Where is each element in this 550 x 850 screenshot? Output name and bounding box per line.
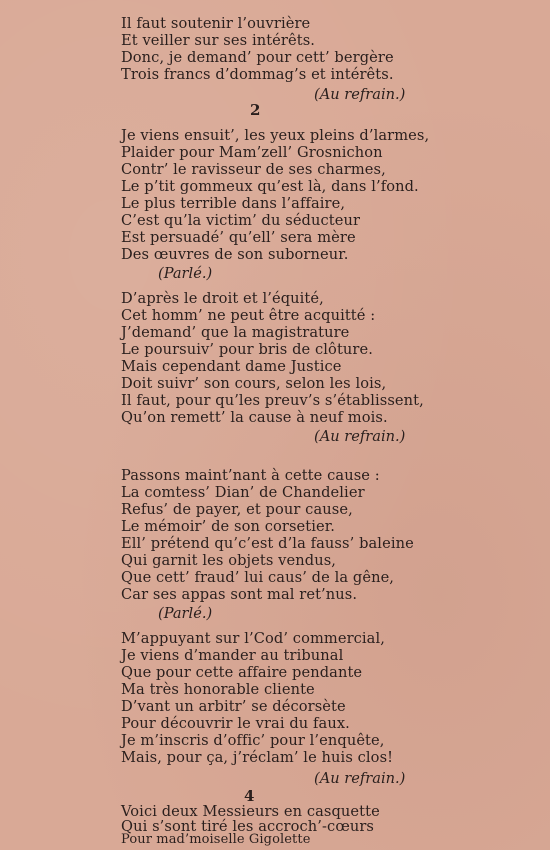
verse-line: Voici deux Messieurs en casquette: [121, 803, 380, 820]
verse-line: Le mémoir’ de son corsetier.: [121, 518, 335, 535]
verse-line: Qui s’sont tiré les accroch’-cœurs: [121, 818, 375, 835]
verse-line: Donc, je demand’ pour cett’ bergère: [121, 49, 394, 66]
verse-line: C’est qu’la victim’ du séducteur: [121, 212, 361, 229]
spoken-line: Pour découvrir le vrai du faux.: [121, 715, 350, 732]
spoken-line: M’appuyant sur l’Cod’ commercial,: [121, 630, 385, 647]
verse-line: Contr’ le ravisseur de ses charmes,: [121, 161, 386, 178]
verse-line: Car ses appas sont mal ret’nus.: [121, 586, 358, 603]
verse-line: Est persuadé’ qu’ell’ sera mère: [121, 229, 356, 246]
verse-line: Ell’ prétend qu’c’est d’la fauss’ baleine: [121, 535, 414, 552]
spoken-line: Mais, pour ça, j’réclam’ le huis clos!: [121, 749, 394, 766]
verse-line: Trois francs d’dommag’s et intérêts.: [121, 66, 394, 83]
stanza-number: 4: [244, 787, 255, 805]
verse-line: Que cett’ fraud’ lui caus’ de la gêne,: [121, 569, 395, 586]
verse-line: Pour mad’moiselle Gigolette: [121, 832, 311, 847]
refrain-marker: (Au refrain.): [314, 86, 406, 103]
verse-line: Des œuvres de son suborneur.: [121, 246, 349, 263]
verse-line: Passons maint’nant à cette cause :: [121, 467, 380, 484]
stanza-number: 2: [250, 101, 261, 119]
spoken-line: Que pour cette affaire pendante: [121, 664, 363, 681]
spoken-line: D’après le droit et l’équité,: [121, 290, 324, 307]
spoken-line: Ma très honorable cliente: [121, 681, 315, 698]
verse-line: Plaider pour Mam’zell’ Grosnichon: [121, 144, 383, 161]
verse-line: Le plus terrible dans l’affaire,: [121, 195, 346, 212]
verse-line: Il faut soutenir l’ouvrière: [121, 15, 311, 32]
verse-line: Et veiller sur ses intérêts.: [121, 32, 316, 49]
refrain-marker: (Au refrain.): [314, 770, 406, 787]
verse-line: La comtess’ Dian’ de Chandelier: [121, 484, 365, 501]
spoken-line: Cet homm’ ne peut être acquitté :: [121, 307, 376, 324]
spoken-line: D’vant un arbitr’ se décorsète: [121, 698, 346, 715]
refrain-marker: (Au refrain.): [314, 428, 406, 445]
spoken-marker: (Parlé.): [158, 605, 213, 622]
verse-line: Je viens ensuit’, les yeux pleins d’larmes,: [121, 127, 430, 144]
spoken-line: Il faut, pour qu’les preuv’s s’établissent,: [121, 392, 424, 409]
spoken-line: Je m’inscris d’offic’ pour l’enquête,: [121, 732, 385, 749]
verse-line: Qui garnit les objets vendus,: [121, 552, 337, 569]
spoken-marker: (Parlé.): [158, 265, 213, 282]
spoken-line: Mais cependant dame Justice: [121, 358, 342, 375]
verse-line: Refus’ de payer, et pour cause,: [121, 501, 353, 518]
spoken-line: Doit suivr’ son cours, selon les lois,: [121, 375, 387, 392]
spoken-line: Je viens d’mander au tribunal: [121, 647, 344, 664]
spoken-line: Qu’on remett’ la cause à neuf mois.: [121, 409, 388, 426]
verse-line: Le p’tit gommeux qu’est là, dans l’fond.: [121, 178, 419, 195]
spoken-line: Le poursuiv’ pour bris de clôture.: [121, 341, 373, 358]
spoken-line: J’demand’ que la magistrature: [121, 324, 350, 341]
